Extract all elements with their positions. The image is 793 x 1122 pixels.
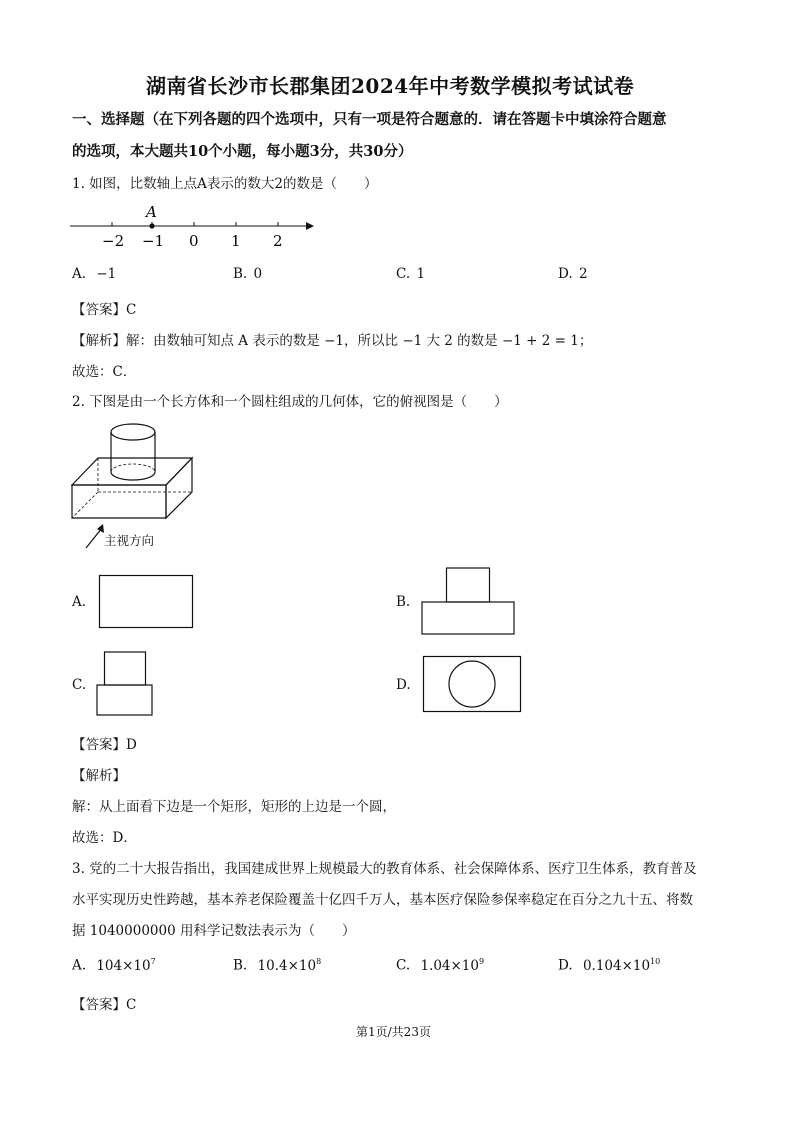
q1-option-b-letter: B. (233, 266, 248, 282)
q2-option-b-letter: B. (396, 594, 411, 610)
cuboid-top (72, 458, 192, 485)
q3-option-b (233, 957, 321, 974)
q1-option-b (233, 266, 262, 282)
q3-option-b-letter: B. (233, 957, 248, 974)
q2-stem: 2. 下图是由一个长方体和一个圆柱组成的几何体，它的俯视图是（ ） (72, 394, 508, 410)
q3-option-d-base: 0.104×10 (582, 957, 651, 974)
q3-option-b-exp: 8 (316, 957, 322, 966)
q3-option-a-exp: 7 (150, 957, 156, 966)
page-title: 湖南省长沙市长郡集团2024年中考数学模拟考试试卷 (146, 74, 635, 98)
q1-option-d-value: 2 (578, 266, 588, 282)
q1-option-a-letter: A. (72, 266, 87, 282)
tick-label-0: 0 (189, 232, 199, 250)
q3-option-b-base: 10.4×10 (257, 957, 317, 974)
q3-option-c-base: 1.04×10 (420, 957, 479, 974)
q3-option-a-base: 104×10 (96, 957, 151, 974)
q2-option-b-figure (421, 567, 517, 637)
q2-analysis-head: 【解析】 (72, 768, 126, 784)
section-header-line1: 一、选择题（在下列各题的四个选项中，只有一项是符合题意的．请在答题卡中填涂符合题意 (72, 111, 667, 128)
point-a-dot (149, 223, 154, 228)
q3-option-a (72, 957, 156, 974)
view-direction-label: 主视方向 (104, 533, 155, 548)
page-footer: 第1页/共23页 (356, 1025, 431, 1039)
q2-option-d-letter: D. (396, 677, 411, 693)
tick-label-2: 2 (273, 232, 283, 250)
q3-option-c (396, 957, 484, 974)
q1-option-a (72, 266, 116, 282)
q1-conclusion: 故选：C． (72, 364, 137, 380)
q1-option-a-value: −1 (96, 266, 117, 282)
q1-answer: 【答案】C (72, 302, 137, 318)
q1-option-d (558, 266, 588, 282)
q3-option-d-exp: 10 (650, 957, 661, 966)
q1-option-c (396, 266, 425, 282)
q3-stem-line3: 据 1040000000 用科学记数法表示为（ ） (72, 923, 356, 939)
q1-option-b-value: 0 (253, 266, 263, 282)
q1-option-d-letter: D. (558, 266, 573, 282)
q3-option-c-exp: 9 (479, 957, 485, 966)
q3-option-d-letter: D. (558, 957, 573, 974)
q3-answer: 【答案】C (72, 997, 137, 1013)
q2-option-a-letter: A. (72, 594, 87, 610)
cuboid-front (72, 485, 166, 518)
view-direction-arrowhead (97, 524, 104, 533)
q3-stem-line2: 水平实现历史性跨越，基本养老保险覆盖十亿四千万人，基本医疗保险参保率稳定在百分之九十五、将数 (72, 892, 693, 908)
number-line-figure (70, 200, 320, 252)
cylinder-bottom-back (111, 464, 155, 472)
number-line-arrow (306, 222, 314, 230)
tick-label-1: 1 (231, 232, 241, 250)
q2-option-d-figure (423, 656, 523, 714)
point-a-label: A (146, 203, 157, 221)
hidden-edge-3 (72, 492, 98, 518)
tick-label-minus2: −2 (102, 232, 125, 250)
section-header-line2: 的选项，本大题共10个小题，每小题3分，共30分） (72, 143, 413, 160)
q3-stem-line1: 3. 党的二十大报告指出，我国建成世界上规模最大的教育体系、社会保障体系、医疗卫生体系，教育普及 (72, 861, 697, 877)
view-direction-arrow (86, 528, 102, 548)
q1-analysis: 【解析】解：由数轴可知点 A 表示的数是 −1，所以比 −1 大 2 的数是 −1 + 2 = 1； (72, 333, 593, 349)
q2-option-a-figure (99, 575, 195, 629)
cylinder-top (111, 424, 155, 440)
q2-conclusion: 故选：D． (72, 830, 137, 846)
q2-answer: 【答案】D (72, 737, 137, 753)
q1-option-c-value: 1 (416, 266, 426, 282)
q1-option-c-letter: C. (396, 266, 411, 282)
q1-stem: 1. 如图，比数轴上点A表示的数大2的数是（ ） (72, 176, 378, 192)
tick-label-minus1: −1 (142, 232, 165, 250)
cuboid-side (166, 458, 192, 518)
cylinder-bottom-front (111, 472, 155, 480)
q3-option-a-letter: A. (72, 957, 87, 974)
q2-option-c-figure (96, 651, 156, 719)
q3-option-d (558, 957, 660, 974)
q3-option-c-letter: C. (396, 957, 411, 974)
q2-analysis: 解：从上面看下边是一个矩形，矩形的上边是一个圆， (72, 799, 396, 815)
q2-option-c-letter: C. (72, 677, 87, 693)
